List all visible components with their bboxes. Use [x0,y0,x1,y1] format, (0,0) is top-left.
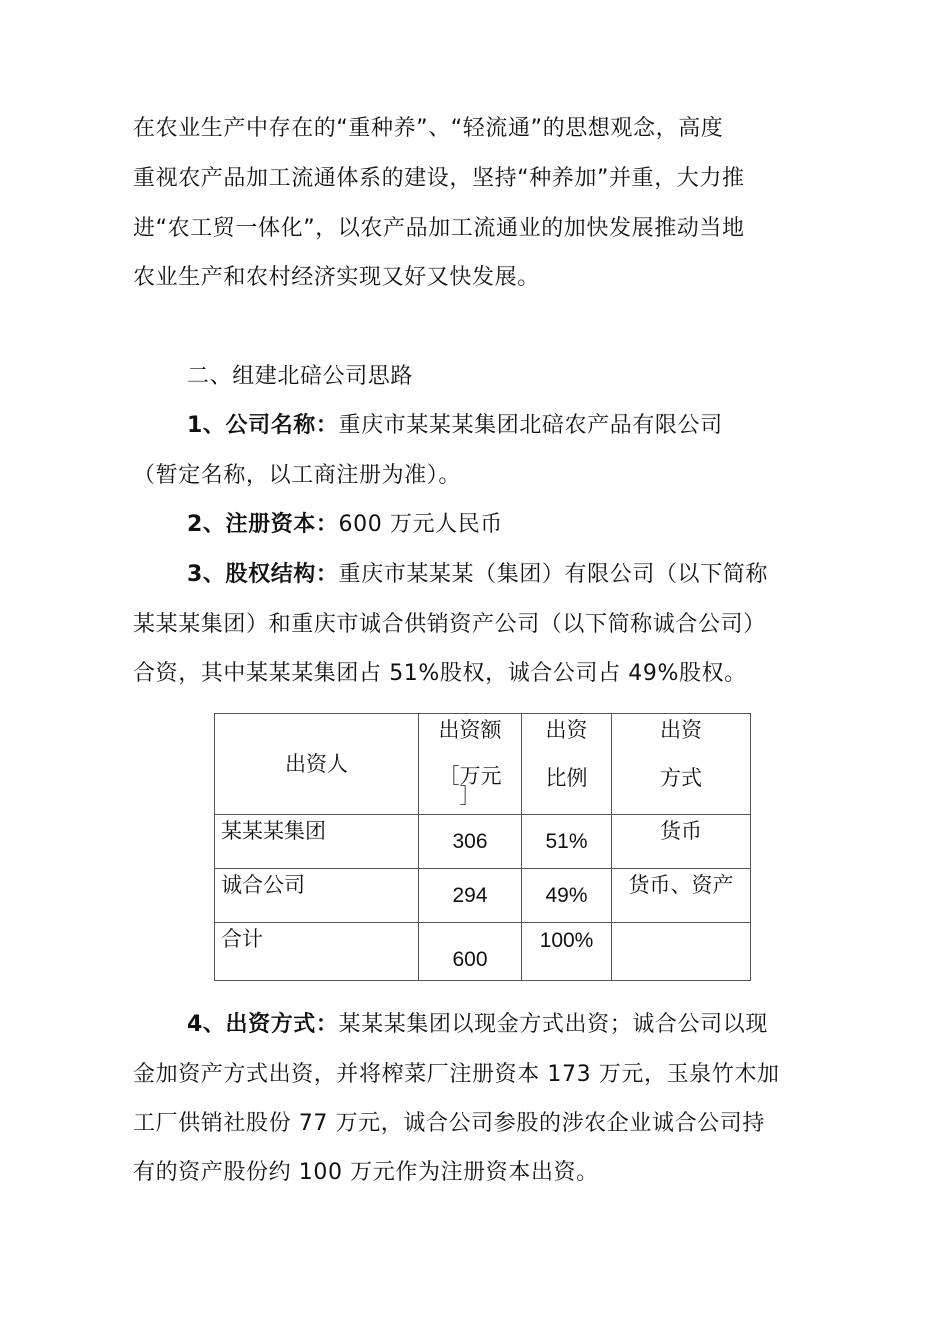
table-header-row [215,714,751,815]
cell-method: 货币 [612,815,751,869]
cell-amount: 306 [419,815,522,869]
cell-method: 货币、资产 [612,869,751,923]
cell-investor: 诚合公司 [215,869,419,923]
item1-line2: （暂定名称，以工商注册为准）。 [133,463,462,488]
header-method-l2: 方式 [660,766,702,790]
header-method [612,714,751,815]
item4-text: 某某某集团以现金方式出资；诚合公司以现 [338,1012,768,1037]
cell-method [612,923,751,981]
cell-amount: 600 [419,923,522,981]
header-ratio-l2: 比例 [545,766,588,790]
item4-line3: 工厂供销社股份 77 万元，诚合公司参股的涉农企业诚合公司持 [133,1111,765,1136]
item1-line1 [187,411,723,441]
intro-line-3: 进“农工贸一体化”，以农产品加工流通业的加快发展推动当地 [133,216,745,241]
header-amount-l3: ］ [459,784,481,808]
item4-label: 4、出资方式： [187,1012,339,1037]
cell-investor: 某某某集团 [215,815,419,869]
cell-amount: 294 [419,869,522,923]
table-row [215,923,751,981]
item2-label: 2、注册资本： [187,512,339,537]
cell-ratio: 100% [522,923,612,981]
intro-line-1: 在农业生产中存在的“重种养”、“轻流通”的思想观念，高度 [133,116,724,141]
intro-line-2: 重视农产品加工流通体系的建设，坚持“种养加”并重，大力推 [133,166,745,191]
item2-text: 600 万元人民币 [338,512,503,537]
item2-line [187,510,503,540]
cell-investor: 合计 [215,923,419,981]
header-ratio [522,714,612,815]
section-heading: 二、组建北碚公司思路 [187,364,414,389]
cell-ratio: 49% [522,869,612,923]
item4-line2: 金加资产方式出资，并将榨菜厂注册资本 173 万元，玉泉竹木加 [133,1062,780,1087]
table-row [215,869,751,923]
header-amount-l1: 出资额 [438,718,502,742]
item4-line1 [187,1010,768,1040]
header-amount [419,714,522,815]
cell-ratio: 51% [522,815,612,869]
item3-line1 [187,560,768,590]
header-ratio-l1: 出资 [545,718,588,742]
item1-text: 重庆市某某某集团北碚农产品有限公司 [338,413,723,438]
item3-text: 重庆市某某某（集团）有限公司（以下简称 [338,562,768,587]
item1-label: 1、公司名称： [187,413,339,438]
header-amount-l2: ［万元 [438,764,502,788]
header-investor: 出资人 [215,714,419,815]
table-row [215,815,751,869]
capital-table [214,713,751,981]
item4-line4: 有的资产股份约 100 万元作为注册资本出资。 [133,1160,599,1185]
item3-line2: 某某某集团）和重庆市诚合供销资产公司（以下简称诚合公司） [133,612,766,637]
item3-label: 3、股权结构： [187,562,339,587]
intro-line-4: 农业生产和农村经济实现又好又快发展。 [133,265,540,290]
header-method-l1: 出资 [660,718,702,742]
item3-line3: 合资，其中某某某集团占 51%股权，诚合公司占 49%股权。 [133,661,747,686]
